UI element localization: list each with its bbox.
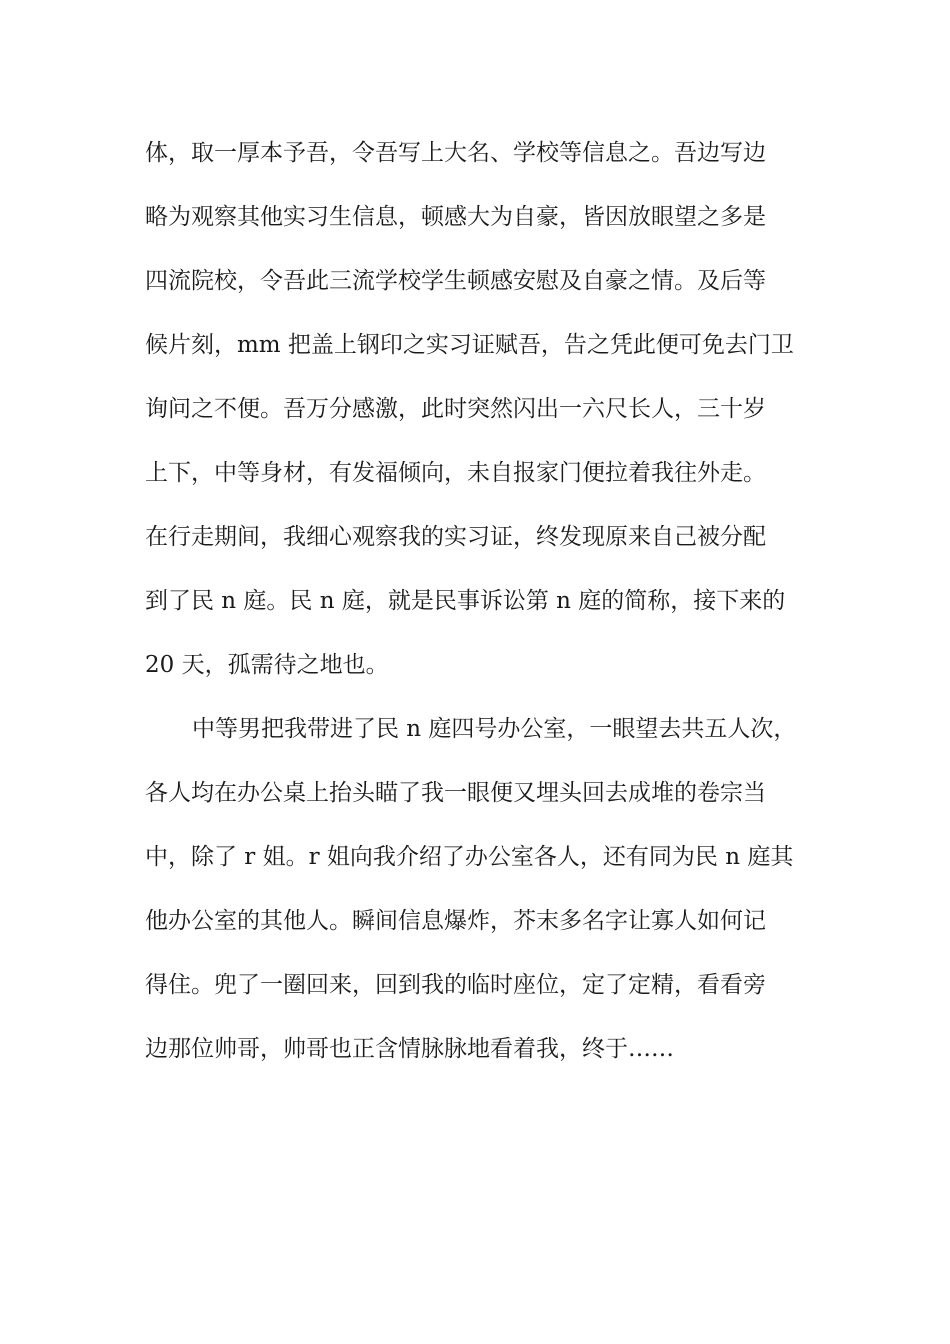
text-line: 中，除了 r 姐。r 姐向我介绍了办公室各人，还有同为民 n 庭其 — [145, 844, 794, 870]
text-line: 询问之不便。吾万分感激，此时突然闪出一六尺长人，三十岁 — [145, 396, 766, 422]
document-body — [145, 125, 845, 1085]
text-line: 中等男把我带进了民 n 庭四号办公室，一眼望去共五人次， — [192, 716, 797, 742]
text-line: 他办公室的其他人。瞬间信息爆炸，芥末多名字让寡人如何记 — [145, 908, 766, 934]
text-line: 各人均在办公桌上抬头瞄了我一眼便又埋头回去成堆的卷宗当 — [145, 780, 766, 806]
text-line: 略为观察其他实习生信息，顿感大为自豪，皆因放眼望之多是 — [145, 204, 766, 230]
text-line: 边那位帅哥，帅哥也正含情脉脉地看着我，终于…… — [145, 1036, 674, 1062]
text-line: 在行走期间，我细心观察我的实习证，终发现原来自己被分配 — [145, 524, 766, 550]
text-line: 体，取一厚本予吾，令吾写上大名、学校等信息之。吾边写边 — [145, 140, 766, 166]
text-line: 上下，中等身材，有发福倾向，未自报家门便拉着我往外走。 — [145, 460, 766, 486]
text-line: 20 天，孤需待之地也。 — [145, 652, 389, 678]
text-line: 到了民 n 庭。民 n 庭，就是民事诉讼第 n 庭的简称，接下来的 — [145, 588, 786, 614]
text-line: 得住。兜了一圈回来，回到我的临时座位，定了定精，看看旁 — [145, 972, 766, 998]
paragraph-2 — [145, 701, 845, 1085]
text-line: 四流院校，令吾此三流学校学生顿感安慰及自豪之情。及后等 — [145, 268, 766, 294]
text-line: 候片刻，mm 把盖上钢印之实习证赋吾，告之凭此便可免去门卫 — [145, 332, 794, 358]
paragraph-1 — [145, 125, 845, 701]
